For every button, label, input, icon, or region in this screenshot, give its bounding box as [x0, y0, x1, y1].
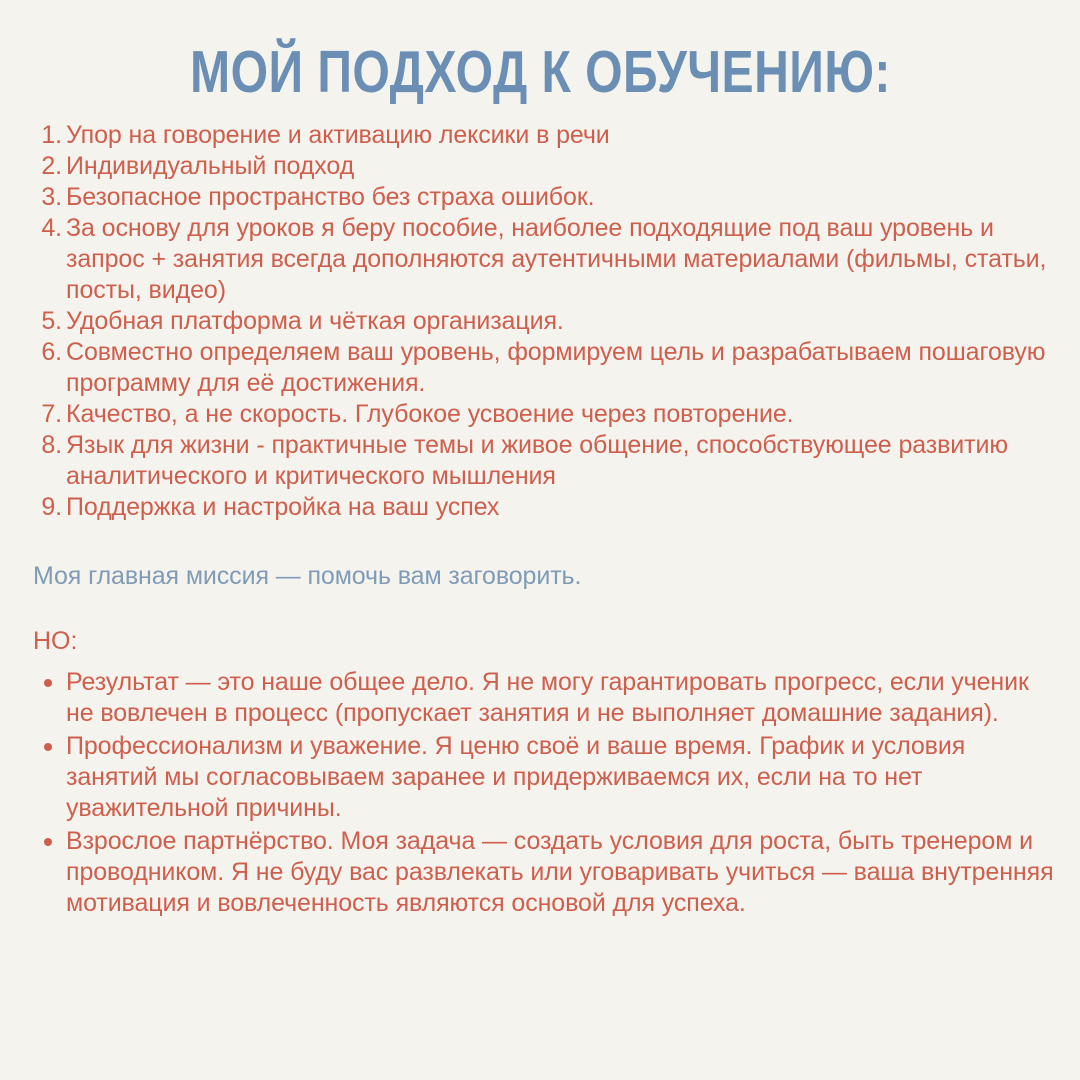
list-item: Удобная платформа и чёткая организация. — [66, 307, 564, 335]
bullet-dot-icon — [44, 679, 52, 687]
list-item — [0, 667, 1080, 729]
list-item-text: Результат — это наше общее дело. Я не могу гарантировать прогресс, если ученик не вовлечен в процесс (пропускает занятия и не выполняет домашние задания). — [66, 668, 1029, 727]
list-item-text: Профессионализм и уважение. Я ценю своё и ваше время. График и условия занятий мы согласовываем заранее и придерживаемся их, если на то нет уважительной причины. — [66, 732, 966, 822]
approach-list — [0, 120, 1080, 523]
bullet-dot-icon — [44, 838, 52, 846]
list-item-text: Взрослое партнёрство. Моя задача — создать условия для роста, быть тренером и проводником. Я не буду вас развлекать или уговаривать учиться — ваша внутренняя мотивация и вовлеченность являются основой для успеха. — [66, 827, 1054, 917]
list-item: Упор на говорение и активацию лексики в речи — [66, 121, 610, 149]
title-container — [0, 0, 1080, 105]
conditions-heading: НО: — [33, 627, 78, 655]
list-item: Язык для жизни - практичные темы и живое общение, способствующее развитию аналитического и критического мышления — [66, 431, 1009, 490]
list-item: Поддержка и настройка на ваш успех — [66, 493, 500, 521]
list-item: Безопасное пространство без страха ошибок. — [66, 183, 595, 211]
list-item — [0, 731, 1080, 824]
list-item: За основу для уроков я беру пособие, наиболее подходящие под ваш уровень и запрос + занятия всегда дополняются аутентичными материалами (фильмы, статьи, посты, видео) — [66, 214, 1047, 304]
page-title: МОЙ ПОДХОД К ОБУЧЕНИЮ: — [189, 37, 891, 105]
conditions-list — [0, 667, 1080, 919]
mission-statement: Моя главная миссия — помочь вам заговорить. — [33, 562, 582, 590]
list-item — [0, 826, 1080, 919]
list-item: Индивидуальный подход — [66, 152, 355, 180]
bullet-dot-icon — [44, 743, 52, 751]
list-item: Совместно определяем ваш уровень, формируем цель и разрабатываем пошаговую программу для её достижения. — [66, 338, 1046, 397]
list-item: Качество, а не скорость. Глубокое усвоение через повторение. — [66, 400, 794, 428]
